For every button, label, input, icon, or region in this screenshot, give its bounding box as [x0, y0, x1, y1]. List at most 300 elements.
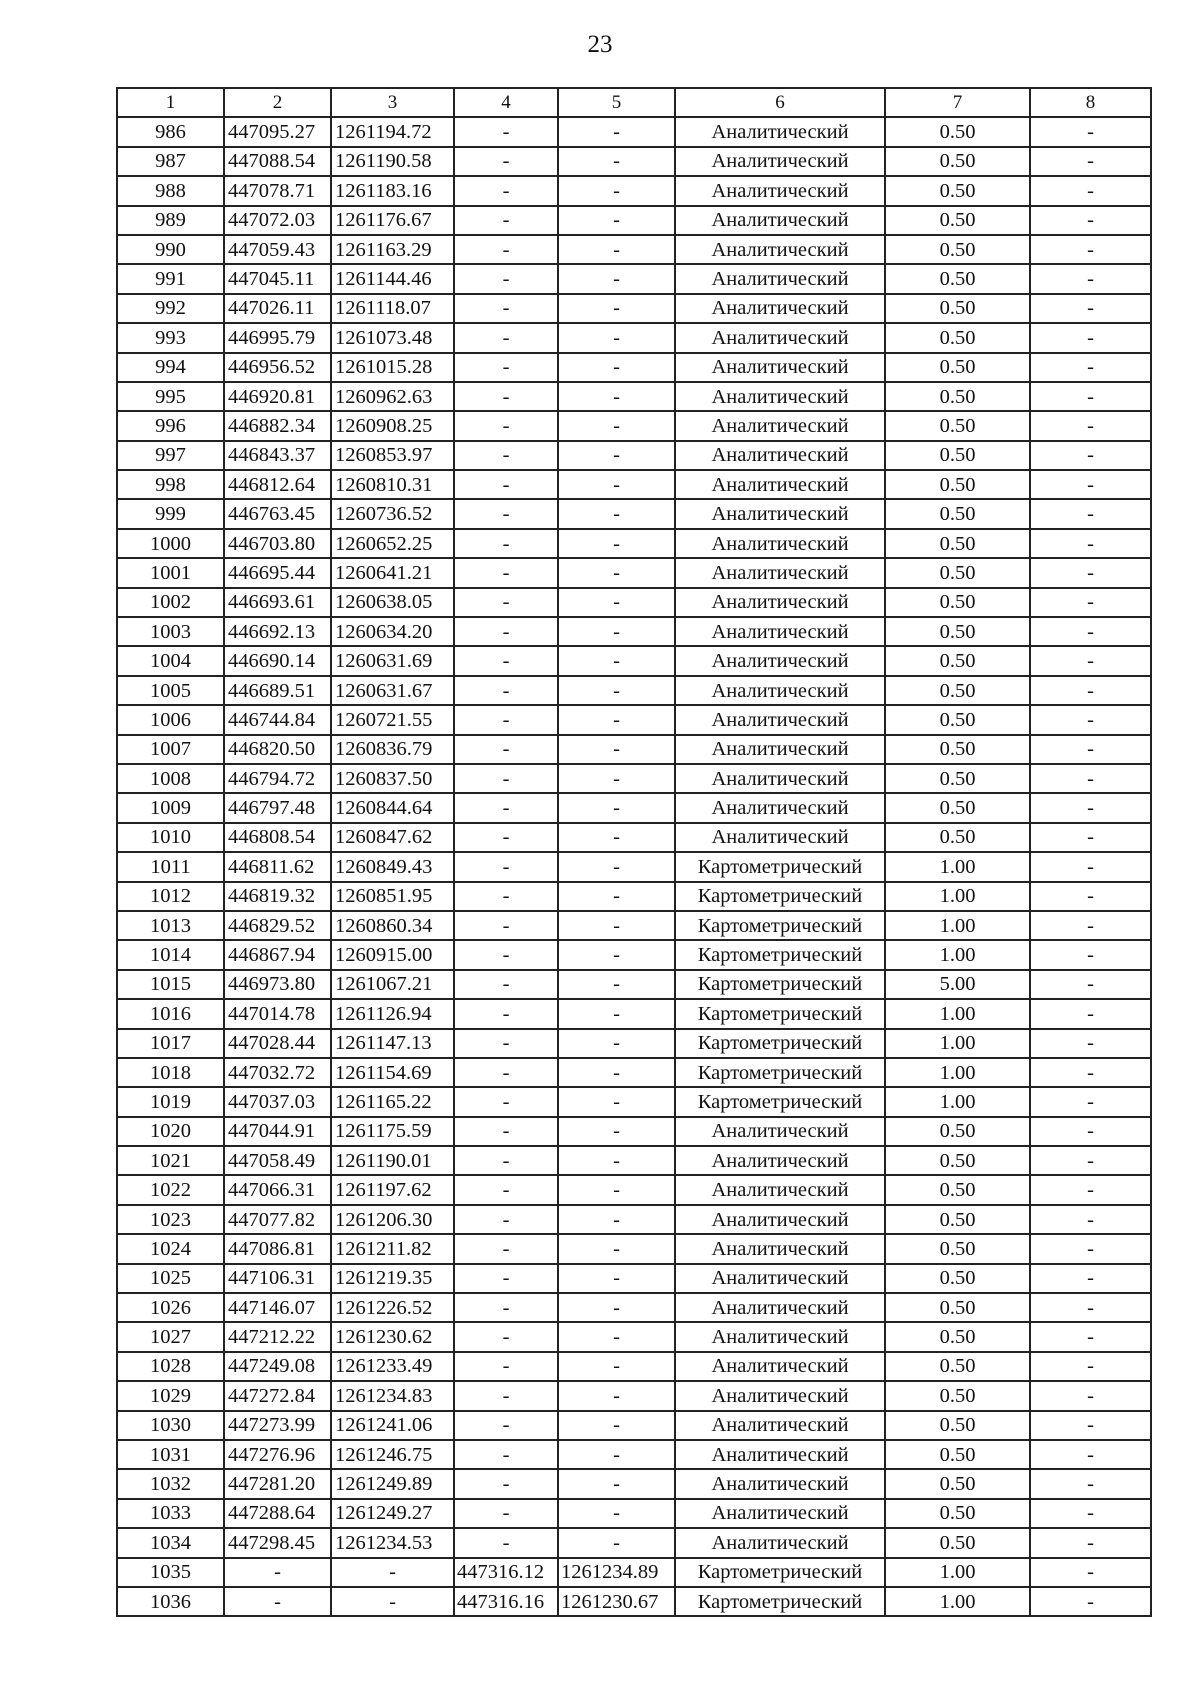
y-coordinate-alt-cell: -: [558, 588, 675, 617]
y-coordinate-cell: 1261230.62: [331, 1322, 454, 1351]
x-coordinate-alt-cell: -: [454, 588, 558, 617]
method-cell: Аналитический: [675, 470, 885, 499]
point-number-cell: 997: [117, 441, 224, 470]
y-coordinate-cell: 1261015.28: [331, 353, 454, 382]
y-coordinate-alt-cell: -: [558, 1058, 675, 1087]
method-cell: Аналитический: [675, 1146, 885, 1175]
accuracy-cell: 0.50: [885, 206, 1030, 235]
table-row: [117, 499, 1151, 528]
accuracy-cell: 0.50: [885, 646, 1030, 675]
x-coordinate-alt-cell: -: [454, 1087, 558, 1116]
description-cell: -: [1030, 852, 1151, 881]
x-coordinate-alt-cell: -: [454, 529, 558, 558]
point-number-cell: 1009: [117, 793, 224, 822]
point-number-cell: 1001: [117, 558, 224, 587]
x-coordinate-cell: 446867.94: [224, 940, 331, 969]
accuracy-cell: 0.50: [885, 294, 1030, 323]
y-coordinate-alt-cell: -: [558, 1469, 675, 1498]
point-number-cell: 995: [117, 382, 224, 411]
x-coordinate-alt-cell: -: [454, 1440, 558, 1469]
y-coordinate-alt-cell: -: [558, 441, 675, 470]
method-cell: Аналитический: [675, 823, 885, 852]
table-row: [117, 1352, 1151, 1381]
description-cell: -: [1030, 1146, 1151, 1175]
x-coordinate-alt-cell: -: [454, 353, 558, 382]
accuracy-cell: 1.00: [885, 1558, 1030, 1587]
accuracy-cell: 0.50: [885, 382, 1030, 411]
x-coordinate-alt-cell: -: [454, 793, 558, 822]
y-coordinate-cell: 1260837.50: [331, 764, 454, 793]
y-coordinate-alt-cell: -: [558, 294, 675, 323]
description-cell: -: [1030, 206, 1151, 235]
method-cell: Картометрический: [675, 999, 885, 1028]
point-number-cell: 1031: [117, 1440, 224, 1469]
accuracy-cell: 1.00: [885, 940, 1030, 969]
method-cell: Аналитический: [675, 441, 885, 470]
description-cell: -: [1030, 823, 1151, 852]
method-cell: Картометрический: [675, 1058, 885, 1087]
method-cell: Аналитический: [675, 1293, 885, 1322]
y-coordinate-cell: 1260853.97: [331, 441, 454, 470]
accuracy-cell: 0.50: [885, 793, 1030, 822]
method-cell: Аналитический: [675, 1352, 885, 1381]
page-number: 23: [587, 31, 613, 58]
table-row: [117, 1058, 1151, 1087]
description-cell: -: [1030, 764, 1151, 793]
table-row: [117, 617, 1151, 646]
point-number-cell: 993: [117, 323, 224, 352]
point-number-cell: 1027: [117, 1322, 224, 1351]
y-coordinate-cell: 1260652.25: [331, 529, 454, 558]
y-coordinate-alt-cell: -: [558, 1322, 675, 1351]
table-row: [117, 1117, 1151, 1146]
x-coordinate-alt-cell: -: [454, 1469, 558, 1498]
method-cell: Аналитический: [675, 1322, 885, 1351]
point-number-cell: 1029: [117, 1381, 224, 1410]
accuracy-cell: 0.50: [885, 1205, 1030, 1234]
point-number-cell: 1007: [117, 735, 224, 764]
y-coordinate-cell: 1260962.63: [331, 382, 454, 411]
x-coordinate-cell: 447028.44: [224, 1029, 331, 1058]
accuracy-cell: 0.50: [885, 1322, 1030, 1351]
y-coordinate-alt-cell: -: [558, 823, 675, 852]
x-coordinate-alt-cell: -: [454, 411, 558, 440]
method-cell: Аналитический: [675, 1499, 885, 1528]
y-coordinate-cell: 1260847.62: [331, 823, 454, 852]
accuracy-cell: 0.50: [885, 1352, 1030, 1381]
description-cell: -: [1030, 999, 1151, 1028]
description-cell: -: [1030, 588, 1151, 617]
method-cell: Аналитический: [675, 353, 885, 382]
y-coordinate-cell: 1261246.75: [331, 1440, 454, 1469]
y-coordinate-alt-cell: -: [558, 353, 675, 382]
point-number-cell: 1036: [117, 1587, 224, 1616]
table-row: [117, 117, 1151, 146]
y-coordinate-alt-cell: -: [558, 264, 675, 293]
point-number-cell: 1016: [117, 999, 224, 1028]
description-cell: -: [1030, 382, 1151, 411]
table-row: [117, 911, 1151, 940]
y-coordinate-cell: 1261165.22: [331, 1087, 454, 1116]
x-coordinate-alt-cell: -: [454, 1205, 558, 1234]
x-coordinate-alt-cell: 447316.16: [454, 1587, 558, 1616]
table-row: [117, 1411, 1151, 1440]
x-coordinate-alt-cell: -: [454, 940, 558, 969]
x-coordinate-alt-cell: -: [454, 617, 558, 646]
y-coordinate-cell: 1261219.35: [331, 1264, 454, 1293]
accuracy-cell: 0.50: [885, 735, 1030, 764]
x-coordinate-cell: 447212.22: [224, 1322, 331, 1351]
x-coordinate-cell: 447146.07: [224, 1293, 331, 1322]
method-cell: Картометрический: [675, 852, 885, 881]
y-coordinate-alt-cell: -: [558, 882, 675, 911]
description-cell: -: [1030, 1528, 1151, 1557]
accuracy-cell: 1.00: [885, 911, 1030, 940]
y-coordinate-alt-cell: -: [558, 646, 675, 675]
x-coordinate-alt-cell: -: [454, 970, 558, 999]
y-coordinate-cell: -: [331, 1558, 454, 1587]
y-coordinate-alt-cell: -: [558, 793, 675, 822]
description-cell: -: [1030, 1293, 1151, 1322]
y-coordinate-cell: 1260641.21: [331, 558, 454, 587]
method-cell: Аналитический: [675, 176, 885, 205]
description-cell: -: [1030, 176, 1151, 205]
y-coordinate-cell: 1260836.79: [331, 735, 454, 764]
table-row: [117, 1205, 1151, 1234]
x-coordinate-cell: 447288.64: [224, 1499, 331, 1528]
y-coordinate-cell: 1261249.27: [331, 1499, 454, 1528]
y-coordinate-alt-cell: -: [558, 529, 675, 558]
y-coordinate-cell: 1261190.01: [331, 1146, 454, 1175]
y-coordinate-cell: 1261183.16: [331, 176, 454, 205]
y-coordinate-alt-cell: -: [558, 1411, 675, 1440]
accuracy-cell: 0.50: [885, 1528, 1030, 1557]
x-coordinate-alt-cell: -: [454, 852, 558, 881]
method-cell: Аналитический: [675, 558, 885, 587]
column-header: 5: [558, 88, 675, 117]
x-coordinate-alt-cell: -: [454, 882, 558, 911]
x-coordinate-alt-cell: -: [454, 264, 558, 293]
x-coordinate-cell: 446882.34: [224, 411, 331, 440]
column-header: 6: [675, 88, 885, 117]
y-coordinate-alt-cell: -: [558, 176, 675, 205]
point-number-cell: 1014: [117, 940, 224, 969]
x-coordinate-alt-cell: -: [454, 1381, 558, 1410]
column-header: 2: [224, 88, 331, 117]
x-coordinate-cell: 447072.03: [224, 206, 331, 235]
x-coordinate-alt-cell: -: [454, 147, 558, 176]
method-cell: Картометрический: [675, 882, 885, 911]
y-coordinate-cell: 1261194.72: [331, 117, 454, 146]
description-cell: -: [1030, 970, 1151, 999]
accuracy-cell: 1.00: [885, 1087, 1030, 1116]
accuracy-cell: 0.50: [885, 676, 1030, 705]
point-number-cell: 1018: [117, 1058, 224, 1087]
accuracy-cell: 0.50: [885, 823, 1030, 852]
accuracy-cell: 0.50: [885, 353, 1030, 382]
point-number-cell: 1012: [117, 882, 224, 911]
x-coordinate-cell: 447032.72: [224, 1058, 331, 1087]
point-number-cell: 1026: [117, 1293, 224, 1322]
description-cell: -: [1030, 1117, 1151, 1146]
y-coordinate-alt-cell: -: [558, 411, 675, 440]
y-coordinate-alt-cell: -: [558, 676, 675, 705]
point-number-cell: 988: [117, 176, 224, 205]
y-coordinate-cell: 1260810.31: [331, 470, 454, 499]
x-coordinate-alt-cell: -: [454, 499, 558, 528]
coordinates-table: [116, 87, 1152, 1617]
column-header: 3: [331, 88, 454, 117]
method-cell: Аналитический: [675, 235, 885, 264]
y-coordinate-alt-cell: -: [558, 999, 675, 1028]
x-coordinate-cell: 446829.52: [224, 911, 331, 940]
x-coordinate-cell: 447273.99: [224, 1411, 331, 1440]
y-coordinate-alt-cell: -: [558, 235, 675, 264]
x-coordinate-cell: 446843.37: [224, 441, 331, 470]
y-coordinate-alt-cell: 1261234.89: [558, 1558, 675, 1587]
x-coordinate-alt-cell: -: [454, 176, 558, 205]
x-coordinate-alt-cell: -: [454, 1234, 558, 1263]
table-row: [117, 441, 1151, 470]
point-number-cell: 1035: [117, 1558, 224, 1587]
y-coordinate-alt-cell: -: [558, 1381, 675, 1410]
description-cell: -: [1030, 147, 1151, 176]
x-coordinate-cell: 447066.31: [224, 1175, 331, 1204]
point-number-cell: 1025: [117, 1264, 224, 1293]
description-cell: -: [1030, 735, 1151, 764]
y-coordinate-alt-cell: -: [558, 382, 675, 411]
x-coordinate-cell: 447272.84: [224, 1381, 331, 1410]
table-row: [117, 147, 1151, 176]
accuracy-cell: 0.50: [885, 764, 1030, 793]
y-coordinate-cell: 1260638.05: [331, 588, 454, 617]
y-coordinate-alt-cell: -: [558, 1264, 675, 1293]
method-cell: Аналитический: [675, 588, 885, 617]
y-coordinate-cell: 1261233.49: [331, 1352, 454, 1381]
table-row: [117, 1469, 1151, 1498]
y-coordinate-alt-cell: -: [558, 323, 675, 352]
accuracy-cell: 0.50: [885, 1293, 1030, 1322]
table-row: [117, 940, 1151, 969]
y-coordinate-cell: 1261234.53: [331, 1528, 454, 1557]
y-coordinate-alt-cell: -: [558, 117, 675, 146]
table-row: [117, 1322, 1151, 1351]
description-cell: -: [1030, 1381, 1151, 1410]
point-number-cell: 1011: [117, 852, 224, 881]
y-coordinate-alt-cell: -: [558, 1087, 675, 1116]
x-coordinate-cell: 446973.80: [224, 970, 331, 999]
description-cell: -: [1030, 793, 1151, 822]
description-cell: -: [1030, 1205, 1151, 1234]
x-coordinate-cell: 446695.44: [224, 558, 331, 587]
y-coordinate-cell: 1260736.52: [331, 499, 454, 528]
point-number-cell: 1032: [117, 1469, 224, 1498]
table-row: [117, 529, 1151, 558]
point-number-cell: 1010: [117, 823, 224, 852]
x-coordinate-cell: 446995.79: [224, 323, 331, 352]
table-row: [117, 705, 1151, 734]
x-coordinate-cell: 446692.13: [224, 617, 331, 646]
method-cell: Картометрический: [675, 1087, 885, 1116]
x-coordinate-cell: -: [224, 1587, 331, 1616]
y-coordinate-alt-cell: -: [558, 1528, 675, 1557]
description-cell: -: [1030, 323, 1151, 352]
point-number-cell: 998: [117, 470, 224, 499]
x-coordinate-cell: 447026.11: [224, 294, 331, 323]
y-coordinate-alt-cell: -: [558, 1234, 675, 1263]
x-coordinate-alt-cell: -: [454, 323, 558, 352]
table-row: [117, 970, 1151, 999]
description-cell: -: [1030, 441, 1151, 470]
point-number-cell: 1008: [117, 764, 224, 793]
y-coordinate-cell: 1260631.67: [331, 676, 454, 705]
accuracy-cell: 1.00: [885, 1058, 1030, 1087]
column-header: 4: [454, 88, 558, 117]
method-cell: Аналитический: [675, 1205, 885, 1234]
x-coordinate-cell: 447078.71: [224, 176, 331, 205]
point-number-cell: 1005: [117, 676, 224, 705]
x-coordinate-alt-cell: -: [454, 1146, 558, 1175]
accuracy-cell: 0.50: [885, 264, 1030, 293]
method-cell: Аналитический: [675, 1469, 885, 1498]
x-coordinate-alt-cell: -: [454, 705, 558, 734]
column-header: 1: [117, 88, 224, 117]
accuracy-cell: 0.50: [885, 499, 1030, 528]
method-cell: Аналитический: [675, 1411, 885, 1440]
y-coordinate-cell: 1261211.82: [331, 1234, 454, 1263]
x-coordinate-alt-cell: 447316.12: [454, 1558, 558, 1587]
table-row: [117, 470, 1151, 499]
table-row: [117, 1264, 1151, 1293]
point-number-cell: 994: [117, 353, 224, 382]
x-coordinate-alt-cell: -: [454, 735, 558, 764]
header-row: [117, 88, 1151, 117]
table-row: [117, 411, 1151, 440]
accuracy-cell: 0.50: [885, 176, 1030, 205]
x-coordinate-cell: 447037.03: [224, 1087, 331, 1116]
column-header: 7: [885, 88, 1030, 117]
description-cell: -: [1030, 1234, 1151, 1263]
y-coordinate-alt-cell: -: [558, 705, 675, 734]
table-row: [117, 176, 1151, 205]
method-cell: Аналитический: [675, 411, 885, 440]
accuracy-cell: 0.50: [885, 588, 1030, 617]
accuracy-cell: 0.50: [885, 1499, 1030, 1528]
description-cell: -: [1030, 117, 1151, 146]
accuracy-cell: 0.50: [885, 1146, 1030, 1175]
method-cell: Аналитический: [675, 323, 885, 352]
accuracy-cell: 0.50: [885, 1175, 1030, 1204]
description-cell: -: [1030, 1058, 1151, 1087]
y-coordinate-alt-cell: -: [558, 1352, 675, 1381]
x-coordinate-cell: 447014.78: [224, 999, 331, 1028]
point-number-cell: 1021: [117, 1146, 224, 1175]
table-row: [117, 1381, 1151, 1410]
x-coordinate-cell: 447106.31: [224, 1264, 331, 1293]
accuracy-cell: 0.50: [885, 235, 1030, 264]
accuracy-cell: 0.50: [885, 441, 1030, 470]
accuracy-cell: 1.00: [885, 1587, 1030, 1616]
point-number-cell: 990: [117, 235, 224, 264]
table-row: [117, 882, 1151, 911]
description-cell: -: [1030, 1558, 1151, 1587]
y-coordinate-alt-cell: -: [558, 970, 675, 999]
method-cell: Аналитический: [675, 646, 885, 675]
x-coordinate-alt-cell: -: [454, 764, 558, 793]
x-coordinate-cell: 446689.51: [224, 676, 331, 705]
method-cell: Аналитический: [675, 529, 885, 558]
method-cell: Аналитический: [675, 793, 885, 822]
description-cell: -: [1030, 1087, 1151, 1116]
y-coordinate-cell: 1261175.59: [331, 1117, 454, 1146]
method-cell: Картометрический: [675, 911, 885, 940]
y-coordinate-alt-cell: -: [558, 852, 675, 881]
table-row: [117, 676, 1151, 705]
x-coordinate-alt-cell: -: [454, 117, 558, 146]
y-coordinate-alt-cell: -: [558, 1175, 675, 1204]
y-coordinate-cell: 1261144.46: [331, 264, 454, 293]
table-row: [117, 1440, 1151, 1469]
method-cell: Картометрический: [675, 1029, 885, 1058]
method-cell: Картометрический: [675, 940, 885, 969]
accuracy-cell: 0.50: [885, 470, 1030, 499]
y-coordinate-cell: 1261234.83: [331, 1381, 454, 1410]
x-coordinate-alt-cell: -: [454, 441, 558, 470]
y-coordinate-cell: 1261154.69: [331, 1058, 454, 1087]
table-row: [117, 735, 1151, 764]
x-coordinate-cell: 446763.45: [224, 499, 331, 528]
point-number-cell: 999: [117, 499, 224, 528]
table-row: [117, 1499, 1151, 1528]
x-coordinate-cell: 446744.84: [224, 705, 331, 734]
description-cell: -: [1030, 646, 1151, 675]
y-coordinate-alt-cell: -: [558, 206, 675, 235]
y-coordinate-alt-cell: -: [558, 911, 675, 940]
x-coordinate-cell: 446820.50: [224, 735, 331, 764]
accuracy-cell: 0.50: [885, 117, 1030, 146]
y-coordinate-alt-cell: 1261230.67: [558, 1587, 675, 1616]
method-cell: Аналитический: [675, 1117, 885, 1146]
method-cell: Аналитический: [675, 1528, 885, 1557]
x-coordinate-cell: 447276.96: [224, 1440, 331, 1469]
table-row: [117, 588, 1151, 617]
method-cell: Аналитический: [675, 294, 885, 323]
method-cell: Аналитический: [675, 206, 885, 235]
x-coordinate-cell: 446819.32: [224, 882, 331, 911]
point-number-cell: 1003: [117, 617, 224, 646]
accuracy-cell: 0.50: [885, 1234, 1030, 1263]
point-number-cell: 986: [117, 117, 224, 146]
x-coordinate-alt-cell: -: [454, 382, 558, 411]
method-cell: Картометрический: [675, 970, 885, 999]
x-coordinate-cell: 447298.45: [224, 1528, 331, 1557]
x-coordinate-cell: 446808.54: [224, 823, 331, 852]
table-row: [117, 1234, 1151, 1263]
y-coordinate-cell: 1260860.34: [331, 911, 454, 940]
point-number-cell: 1022: [117, 1175, 224, 1204]
y-coordinate-cell: 1261118.07: [331, 294, 454, 323]
y-coordinate-cell: 1261197.62: [331, 1175, 454, 1204]
description-cell: -: [1030, 264, 1151, 293]
x-coordinate-cell: 446920.81: [224, 382, 331, 411]
point-number-cell: 1030: [117, 1411, 224, 1440]
point-number-cell: 989: [117, 206, 224, 235]
y-coordinate-cell: -: [331, 1587, 454, 1616]
description-cell: -: [1030, 705, 1151, 734]
x-coordinate-alt-cell: -: [454, 1293, 558, 1322]
method-cell: Аналитический: [675, 1440, 885, 1469]
y-coordinate-cell: 1261206.30: [331, 1205, 454, 1234]
